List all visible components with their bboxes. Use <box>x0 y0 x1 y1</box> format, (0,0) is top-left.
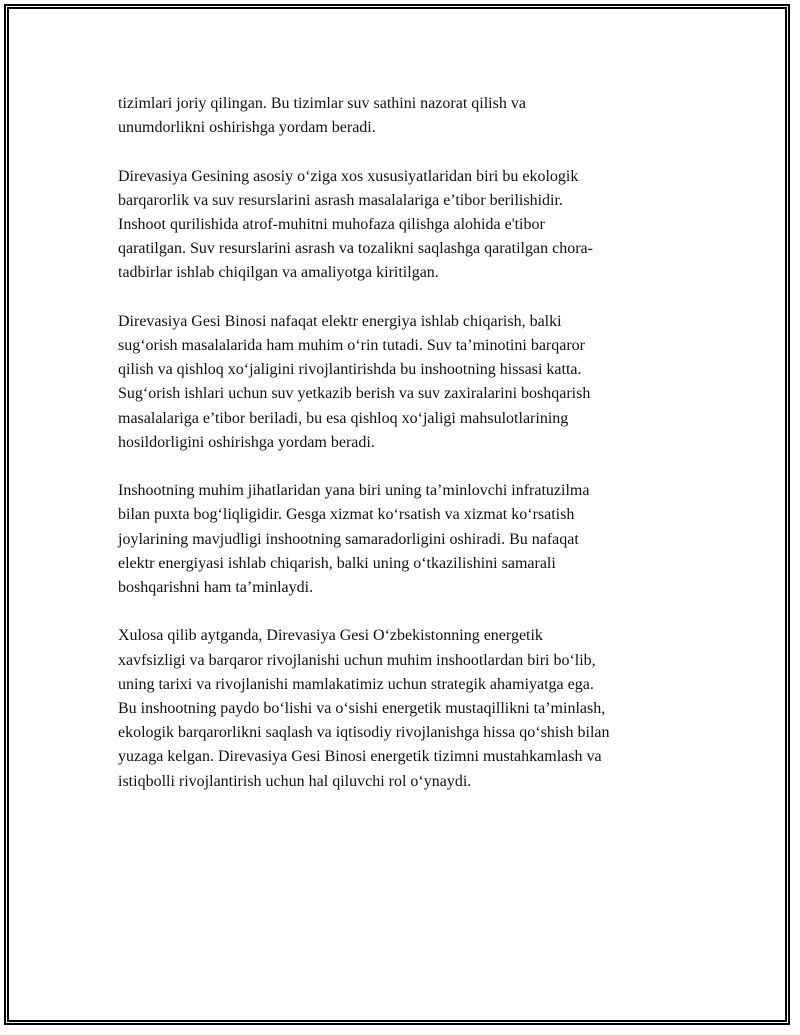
paragraph-5: Xulosa qilib aytganda, Direvasiya Gesi O‘zbekistonning energetik xavfsizligi va barqaror rivojlanishi uchun muhim inshootlardan biri bo‘lib, uning tarixi va rivojlanishi mamlakatimiz uchun strategik ahamiyatga ega. Bu inshootning paydo bo‘lishi va o‘sishi energetik mustaqillikni ta’minlash, ekologik barqarorlikni saqlash va iqtisodiy rivojlanishga hissa qo‘shish bilan yuzaga kelgan. Direvasiya Gesi Binosi energetik tizimni mustahkamlash va istiqbolli rivojlantirish uchun hal qiluvchi rol o‘ynaydi. <box>118 627 610 790</box>
paragraph-4: Inshootning muhim jihatlaridan yana biri uning ta’minlovchi infratuzilma bilan puxta bog‘liqligidir. Gesga xizmat ko‘rsatish va xizmat ko‘rsatish joylarining mavjudligi inshootning samaradorligini oshiradi. Bu nafaqat elektr energiyasi ishlab chiqarish, balki uning o‘tkazilishini samarali boshqarishni ham ta’minlaydi. <box>118 482 590 597</box>
paragraph-1: tizimlari joriy qilingan. Bu tizimlar suv sathini nazorat qilish va unumdorlikni oshirishga yordam beradi. <box>118 95 526 137</box>
paragraph-2: Direvasiya Gesining asosiy o‘ziga xos xususiyatlaridan biri bu ekologik barqarorlik va suv resurslarini asrash masalalariga e’tibor berilishidir. Inshoot qurilishida atrof-muhitni muhofaza qilishga alohida e'tibor qaratilgan. Suv resurslarini asrash va tozalikni saqlashga qaratilgan chora- tadbirlar ishlab chiqilgan va amaliyotga kiritilgan. <box>118 167 593 282</box>
document-body <box>118 92 678 818</box>
paragraph-3: Direvasiya Gesi Binosi nafaqat elektr energiya ishlab chiqarish, balki sug‘orish masalalarida ham muhim o‘rin tutadi. Suv ta’minotini barqaror qilish va qishloq xo‘jaligini rivojlantirishda bu inshootning hissasi katta. Sug‘orish ishlari uchun suv yetkazib berish va suv zaxiralarini boshqarish masalalariga e’tibor beriladi, bu esa qishloq xo‘jaligi mahsulotlarining hosildorligini oshirishga yordam beradi. <box>118 312 591 451</box>
